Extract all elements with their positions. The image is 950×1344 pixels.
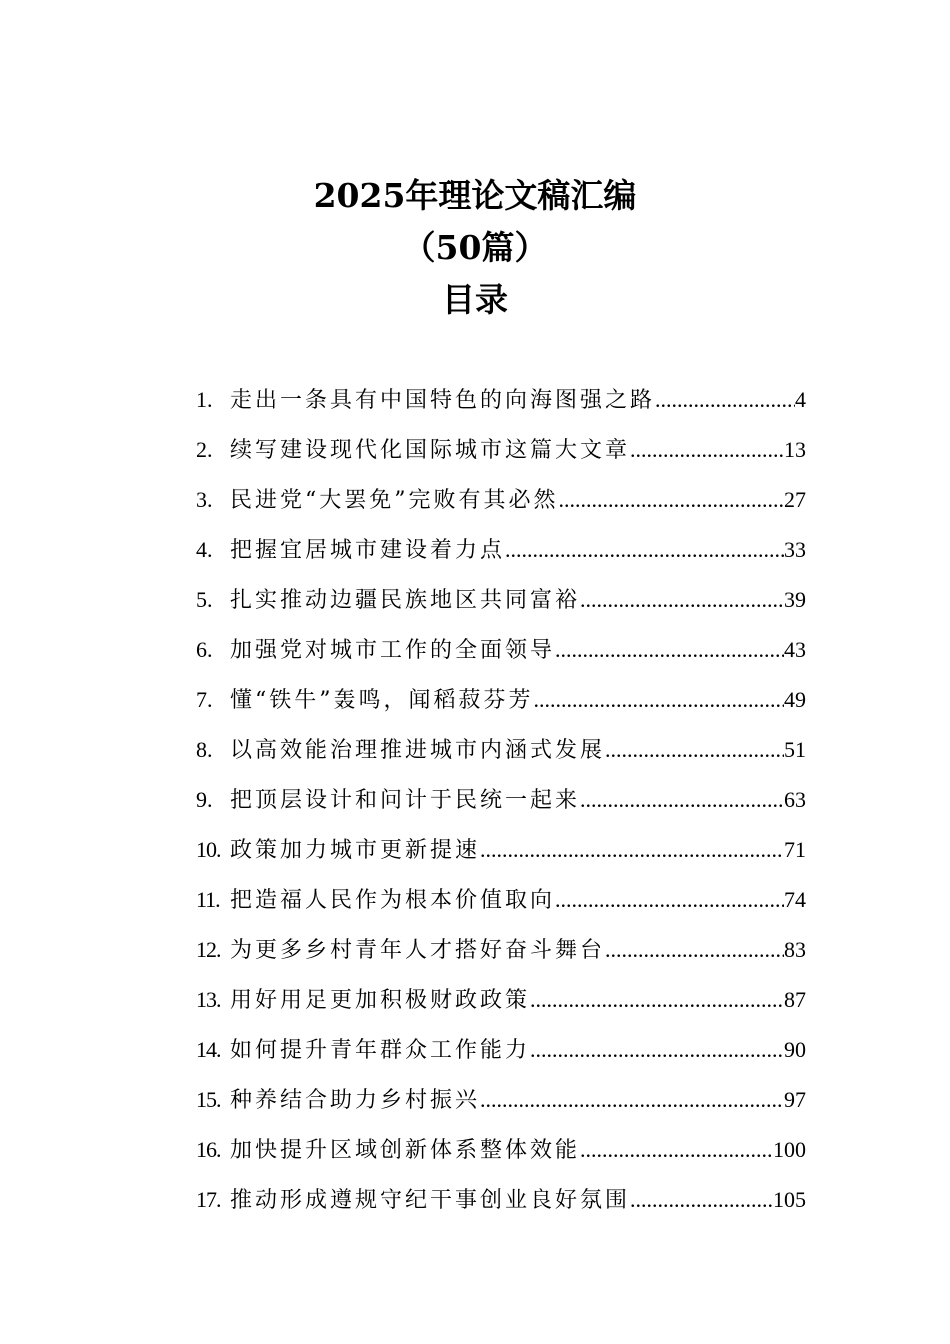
toc-dot-leader [605,925,784,975]
toc-entry-number: 9. [196,787,213,812]
toc-entry-page: 71 [784,837,806,862]
toc-entry-page: 13 [784,437,806,462]
toc-entry-title: 扎实推动边疆民族地区共同富裕 [230,588,581,613]
toc-entry-number: 8. [196,737,213,762]
toc-entry-page: 63 [784,787,806,812]
toc-entry-page: 49 [784,687,806,712]
toc-entry-number: 11. [196,887,220,912]
document-title: 2025年理论文稿汇编 [313,176,637,215]
toc-entry-title: 续写建设现代化国际城市这篇大文章 [230,438,631,463]
toc-entry-number: 1. [196,387,213,412]
toc-dot-leader [555,625,784,675]
toc-entry-number: 10. [196,837,221,862]
toc-dot-leader [605,725,784,775]
toc-dot-leader [530,1025,784,1075]
toc-entry[interactable] [196,525,806,575]
toc-entry-title: 以高效能治理推进城市内涵式发展 [230,738,606,763]
toc-entry-number: 15. [196,1087,221,1112]
toc-entry[interactable] [196,425,806,475]
toc-entry-page: 4 [795,387,806,412]
table-of-contents [196,375,806,1225]
document-subtitle: （50篇） [402,228,548,267]
toc-heading: 目录 [442,280,508,319]
toc-entry[interactable] [196,925,806,975]
toc-entry-title: 种养结合助力乡村振兴 [230,1088,481,1113]
toc-entry-page: 105 [773,1187,806,1212]
toc-dot-leader [559,475,785,525]
toc-dot-leader [580,775,784,825]
toc-entry-number: 16. [196,1137,221,1162]
toc-dot-leader [655,375,795,425]
toc-entry-number: 5. [196,587,213,612]
toc-entry-title: 走出一条具有中国特色的向海图强之路 [230,388,656,413]
toc-entry[interactable] [196,725,806,775]
toc-dot-leader [530,975,784,1025]
toc-dot-leader [580,1125,773,1175]
toc-entry[interactable] [196,775,806,825]
toc-entry-page: 43 [784,637,806,662]
toc-entry-title: 政策加力城市更新提速 [230,838,481,863]
toc-entry[interactable] [196,1025,806,1075]
toc-dot-leader [480,1075,784,1125]
toc-entry-title: 懂“铁牛”轰鸣，闻稻菽芬芳 [230,688,534,713]
toc-entry-page: 83 [784,937,806,962]
toc-entry-title: 用好用足更加积极财政政策 [230,988,531,1013]
toc-entry[interactable] [196,1175,806,1225]
toc-entry-page: 97 [784,1087,806,1112]
title-block [0,170,950,326]
toc-dot-leader [555,875,784,925]
toc-entry-page: 100 [773,1137,806,1162]
toc-entry[interactable] [196,625,806,675]
toc-dot-leader [505,525,784,575]
toc-dot-leader [630,425,784,475]
toc-entry-page: 87 [784,987,806,1012]
toc-entry-title: 把握宜居城市建设着力点 [230,538,506,563]
toc-entry-page: 39 [784,587,806,612]
toc-entry-number: 6. [196,637,213,662]
toc-entry-number: 14. [196,1037,221,1062]
toc-entry-number: 7. [196,687,213,712]
toc-entry-number: 17. [196,1187,221,1212]
toc-entry[interactable] [196,825,806,875]
toc-dot-leader [630,1175,773,1225]
toc-entry[interactable] [196,1125,806,1175]
toc-entry-number: 4. [196,537,213,562]
toc-entry-title: 加快提升区域创新体系整体效能 [230,1138,581,1163]
toc-entry-title: 为更多乡村青年人才搭好奋斗舞台 [230,938,606,963]
toc-entry-page: 74 [784,887,806,912]
toc-entry[interactable] [196,975,806,1025]
toc-entry[interactable] [196,475,806,525]
toc-entry-number: 3. [196,487,213,512]
toc-entry-page: 51 [784,737,806,762]
toc-entry-page: 27 [784,487,806,512]
toc-entry-title: 如何提升青年群众工作能力 [230,1038,531,1063]
toc-entry[interactable] [196,875,806,925]
toc-entry[interactable] [196,375,806,425]
toc-entry[interactable] [196,1075,806,1125]
toc-entry[interactable] [196,575,806,625]
toc-dot-leader [580,575,784,625]
toc-entry-number: 12. [196,937,221,962]
toc-entry-page: 90 [784,1037,806,1062]
toc-entry-title: 民进党“大罢免”完败有其必然 [230,488,559,513]
toc-entry-title: 推动形成遵规守纪干事创业良好氛围 [230,1188,631,1213]
toc-entry-number: 2. [196,437,213,462]
toc-entry-title: 把造福人民作为根本价值取向 [230,888,556,913]
toc-dot-leader [480,825,784,875]
toc-entry-title: 把顶层设计和问计于民统一起来 [230,788,581,813]
toc-entry-title: 加强党对城市工作的全面领导 [230,638,556,663]
toc-entry-page: 33 [784,537,806,562]
toc-entry-number: 13. [196,987,221,1012]
toc-dot-leader [534,675,785,725]
toc-entry[interactable] [196,675,806,725]
